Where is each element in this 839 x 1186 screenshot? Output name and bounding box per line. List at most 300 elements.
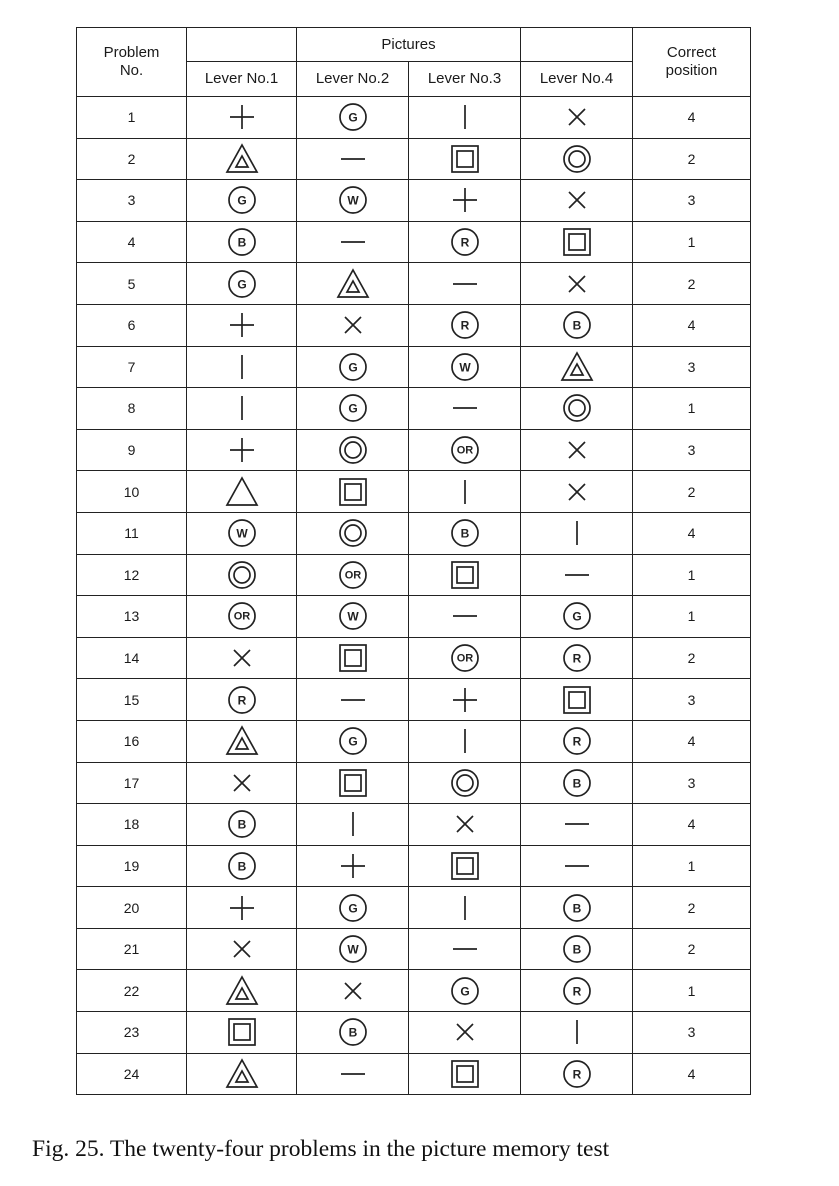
table-row: [77, 471, 751, 513]
correct-position: 1: [633, 845, 751, 887]
lever-4-picture: [521, 221, 633, 263]
problem-number: 3: [77, 180, 187, 222]
svg-text:G: G: [347, 734, 358, 749]
lever-4-picture: [521, 970, 633, 1012]
table-row: [77, 221, 751, 263]
lever-4-picture: [521, 804, 633, 846]
B-circle-icon: [560, 932, 594, 966]
lever-3-picture: [409, 970, 521, 1012]
svg-text:G: G: [236, 193, 247, 208]
svg-text:G: G: [347, 110, 358, 125]
lever-2-picture: [297, 845, 409, 887]
lever-2-picture: [297, 762, 409, 804]
horizontal-bar-icon: [448, 932, 482, 966]
plus-icon: [225, 308, 259, 342]
lever-3-picture: [409, 720, 521, 762]
lever-4-picture: [521, 554, 633, 596]
lever-3-picture: [409, 180, 521, 222]
lever-4-picture: [521, 845, 633, 887]
svg-text:G: G: [571, 609, 582, 624]
table-row: [77, 180, 751, 222]
problem-number: 18: [77, 804, 187, 846]
svg-text:W: W: [235, 526, 248, 541]
svg-text:OR: OR: [344, 569, 361, 582]
problem-number: 16: [77, 720, 187, 762]
correct-position: 2: [633, 263, 751, 305]
svg-text:B: B: [237, 817, 246, 832]
svg-text:R: R: [572, 734, 581, 749]
circle-in-circle-icon: [336, 433, 370, 467]
horizontal-bar-icon: [448, 391, 482, 425]
triangle-in-triangle-icon: [225, 142, 259, 176]
B-circle-icon: [225, 849, 259, 883]
lever-2-picture: [297, 512, 409, 554]
B-circle-icon: [448, 516, 482, 550]
pictures-header: Pictures: [297, 28, 521, 62]
lever-4-picture: [521, 346, 633, 388]
lever-2-picture: [297, 138, 409, 180]
svg-text:W: W: [346, 942, 359, 957]
square-in-square-icon: [225, 1015, 259, 1049]
problem-number: 20: [77, 887, 187, 929]
square-in-square-icon: [336, 766, 370, 800]
problem-number: 17: [77, 762, 187, 804]
lever-2-picture: [297, 596, 409, 638]
square-in-square-icon: [336, 641, 370, 675]
svg-text:B: B: [237, 235, 246, 250]
lever-2-header: Lever No.2: [297, 62, 409, 97]
circle-in-circle-icon: [336, 516, 370, 550]
svg-text:W: W: [458, 360, 471, 375]
problem-number: 6: [77, 304, 187, 346]
problem-number: 19: [77, 845, 187, 887]
lever-4-picture: [521, 887, 633, 929]
vertical-bar-icon: [448, 475, 482, 509]
correct-position: 4: [633, 512, 751, 554]
G-circle-icon: [336, 891, 370, 925]
lever-1-picture: [187, 1053, 297, 1095]
lever-1-picture: [187, 138, 297, 180]
triangle-in-triangle-icon: [336, 267, 370, 301]
lever-3-picture: [409, 679, 521, 721]
lever-2-picture: [297, 928, 409, 970]
lever-1-picture: [187, 596, 297, 638]
lever-2-picture: [297, 429, 409, 471]
lever-1-picture: [187, 679, 297, 721]
square-in-square-icon: [448, 558, 482, 592]
lever-3-picture: [409, 97, 521, 139]
G-circle-icon: [225, 267, 259, 301]
problem-number: 2: [77, 138, 187, 180]
lever-4-picture: [521, 471, 633, 513]
correct-position: 2: [633, 471, 751, 513]
lever-2-picture: [297, 804, 409, 846]
plus-icon: [225, 100, 259, 134]
horizontal-bar-icon: [336, 142, 370, 176]
lever-2-picture: [297, 554, 409, 596]
cross-icon: [560, 183, 594, 217]
G-circle-icon: [336, 391, 370, 425]
circle-in-circle-icon: [448, 766, 482, 800]
lever-4-picture: [521, 637, 633, 679]
lever-3-picture: [409, 887, 521, 929]
svg-text:R: R: [572, 651, 581, 666]
lever-1-picture: [187, 637, 297, 679]
G-circle-icon: [336, 350, 370, 384]
square-in-square-icon: [448, 1057, 482, 1091]
triangle-in-triangle-icon: [225, 1057, 259, 1091]
table-row: [77, 1012, 751, 1054]
R-circle-icon: [560, 1057, 594, 1091]
lever-3-picture: [409, 1012, 521, 1054]
lever-3-picture: [409, 346, 521, 388]
svg-text:B: B: [572, 901, 581, 916]
G-circle-icon: [448, 974, 482, 1008]
lever-2-picture: [297, 679, 409, 721]
problem-number: 5: [77, 263, 187, 305]
lever-1-picture: [187, 928, 297, 970]
correct-position: 1: [633, 388, 751, 430]
lever-4-picture: [521, 1012, 633, 1054]
square-in-square-icon: [448, 142, 482, 176]
cross-icon: [448, 1015, 482, 1049]
problem-number: 24: [77, 1053, 187, 1095]
lever-group-empty-1: [187, 28, 297, 62]
horizontal-bar-icon: [336, 1057, 370, 1091]
correct-position: 4: [633, 304, 751, 346]
plus-icon: [448, 183, 482, 217]
lever-group-empty-4: [521, 28, 633, 62]
correct-position: 2: [633, 138, 751, 180]
svg-text:G: G: [347, 401, 358, 416]
correct-position: 3: [633, 1012, 751, 1054]
lever-4-picture: [521, 304, 633, 346]
svg-text:B: B: [460, 526, 469, 541]
circle-in-circle-icon: [225, 558, 259, 592]
triangle-icon: [225, 475, 259, 509]
svg-text:R: R: [572, 1067, 581, 1082]
triangle-in-triangle-icon: [225, 724, 259, 758]
correct-position: 3: [633, 346, 751, 388]
table-row: [77, 97, 751, 139]
R-circle-icon: [560, 974, 594, 1008]
lever-2-picture: [297, 637, 409, 679]
lever-1-picture: [187, 804, 297, 846]
problem-number: 7: [77, 346, 187, 388]
vertical-bar-icon: [448, 100, 482, 134]
table-row: [77, 804, 751, 846]
square-in-square-icon: [336, 475, 370, 509]
cross-icon: [336, 974, 370, 1008]
OR-circle-icon: [225, 599, 259, 633]
W-circle-icon: [448, 350, 482, 384]
OR-circle-icon: [448, 433, 482, 467]
correct-position: 3: [633, 762, 751, 804]
lever-3-picture: [409, 138, 521, 180]
table-row: [77, 304, 751, 346]
lever-2-picture: [297, 887, 409, 929]
lever-4-picture: [521, 762, 633, 804]
cross-icon: [560, 100, 594, 134]
R-circle-icon: [560, 641, 594, 675]
lever-1-picture: [187, 554, 297, 596]
correct-position: 1: [633, 554, 751, 596]
problem-no-header: Problem No.: [77, 28, 187, 97]
table-row: [77, 138, 751, 180]
B-circle-icon: [336, 1015, 370, 1049]
svg-text:B: B: [572, 318, 581, 333]
table-row: [77, 679, 751, 721]
circle-in-circle-icon: [560, 391, 594, 425]
problem-number: 9: [77, 429, 187, 471]
R-circle-icon: [225, 683, 259, 717]
lever-2-picture: [297, 1053, 409, 1095]
B-circle-icon: [560, 766, 594, 800]
lever-1-picture: [187, 221, 297, 263]
table-row: [77, 596, 751, 638]
lever-4-picture: [521, 138, 633, 180]
lever-4-picture: [521, 679, 633, 721]
R-circle-icon: [448, 308, 482, 342]
lever-4-picture: [521, 596, 633, 638]
horizontal-bar-icon: [336, 225, 370, 259]
lever-4-picture: [521, 429, 633, 471]
correct-position: 1: [633, 221, 751, 263]
problem-number: 11: [77, 512, 187, 554]
lever-2-picture: [297, 970, 409, 1012]
plus-icon: [336, 849, 370, 883]
svg-text:B: B: [572, 776, 581, 791]
problem-number: 15: [77, 679, 187, 721]
svg-text:OR: OR: [456, 652, 473, 665]
lever-1-picture: [187, 512, 297, 554]
table-row: [77, 1053, 751, 1095]
B-circle-icon: [560, 308, 594, 342]
svg-text:G: G: [347, 360, 358, 375]
horizontal-bar-icon: [448, 267, 482, 301]
lever-1-picture: [187, 388, 297, 430]
correct-position: 4: [633, 97, 751, 139]
W-circle-icon: [336, 183, 370, 217]
lever-1-picture: [187, 845, 297, 887]
lever-3-picture: [409, 928, 521, 970]
lever-1-picture: [187, 471, 297, 513]
R-circle-icon: [560, 724, 594, 758]
vertical-bar-icon: [560, 516, 594, 550]
lever-4-picture: [521, 388, 633, 430]
square-in-square-icon: [560, 225, 594, 259]
svg-text:B: B: [572, 942, 581, 957]
problem-number: 1: [77, 97, 187, 139]
W-circle-icon: [336, 599, 370, 633]
lever-1-header: Lever No.1: [187, 62, 297, 97]
lever-3-picture: [409, 263, 521, 305]
lever-3-header: Lever No.3: [409, 62, 521, 97]
circle-in-circle-icon: [560, 142, 594, 176]
vertical-bar-icon: [336, 807, 370, 841]
correct-position: 2: [633, 887, 751, 929]
OR-circle-icon: [336, 558, 370, 592]
horizontal-bar-icon: [560, 807, 594, 841]
table-row: [77, 637, 751, 679]
svg-text:R: R: [237, 693, 246, 708]
plus-icon: [448, 683, 482, 717]
lever-1-picture: [187, 263, 297, 305]
lever-3-picture: [409, 1053, 521, 1095]
picture-memory-table: [76, 27, 751, 1095]
cross-icon: [225, 766, 259, 800]
problem-number: 13: [77, 596, 187, 638]
lever-1-picture: [187, 97, 297, 139]
lever-3-picture: [409, 637, 521, 679]
correct-position: 1: [633, 596, 751, 638]
correct-position: 2: [633, 928, 751, 970]
B-circle-icon: [560, 891, 594, 925]
header-row-top: [77, 28, 751, 62]
svg-text:G: G: [236, 277, 247, 292]
triangle-in-triangle-icon: [560, 350, 594, 384]
square-in-square-icon: [448, 849, 482, 883]
svg-text:OR: OR: [233, 610, 250, 623]
table-row: [77, 554, 751, 596]
lever-4-picture: [521, 928, 633, 970]
lever-2-picture: [297, 180, 409, 222]
lever-3-picture: [409, 304, 521, 346]
svg-text:G: G: [459, 984, 470, 999]
vertical-bar-icon: [448, 891, 482, 925]
lever-2-picture: [297, 1012, 409, 1054]
lever-1-picture: [187, 887, 297, 929]
lever-4-picture: [521, 512, 633, 554]
lever-1-picture: [187, 762, 297, 804]
lever-2-picture: [297, 263, 409, 305]
lever-1-picture: [187, 346, 297, 388]
lever-1-picture: [187, 720, 297, 762]
lever-1-picture: [187, 304, 297, 346]
table-row: [77, 346, 751, 388]
triangle-in-triangle-icon: [225, 974, 259, 1008]
lever-4-picture: [521, 97, 633, 139]
lever-3-picture: [409, 429, 521, 471]
svg-text:R: R: [460, 318, 469, 333]
correct-position: 3: [633, 429, 751, 471]
lever-1-picture: [187, 429, 297, 471]
horizontal-bar-icon: [560, 558, 594, 592]
cross-icon: [336, 308, 370, 342]
table-row: [77, 887, 751, 929]
table-row: [77, 512, 751, 554]
table-row: [77, 762, 751, 804]
cross-icon: [225, 932, 259, 966]
lever-3-picture: [409, 221, 521, 263]
problem-number: 10: [77, 471, 187, 513]
problem-number: 21: [77, 928, 187, 970]
lever-2-picture: [297, 304, 409, 346]
svg-text:W: W: [346, 193, 359, 208]
correct-position: 1: [633, 970, 751, 1012]
vertical-bar-icon: [225, 350, 259, 384]
plus-icon: [225, 891, 259, 925]
lever-2-picture: [297, 720, 409, 762]
vertical-bar-icon: [560, 1015, 594, 1049]
problem-number: 8: [77, 388, 187, 430]
table-row: [77, 429, 751, 471]
cross-icon: [448, 807, 482, 841]
G-circle-icon: [225, 183, 259, 217]
W-circle-icon: [336, 932, 370, 966]
cross-icon: [560, 433, 594, 467]
G-circle-icon: [336, 100, 370, 134]
vertical-bar-icon: [225, 391, 259, 425]
table-row: [77, 845, 751, 887]
problem-number: 14: [77, 637, 187, 679]
lever-4-picture: [521, 263, 633, 305]
lever-1-picture: [187, 970, 297, 1012]
lever-1-picture: [187, 180, 297, 222]
table-row: [77, 970, 751, 1012]
lever-2-picture: [297, 97, 409, 139]
problem-number: 4: [77, 221, 187, 263]
table-row: [77, 720, 751, 762]
lever-2-picture: [297, 471, 409, 513]
cross-icon: [225, 641, 259, 675]
horizontal-bar-icon: [336, 683, 370, 717]
svg-text:B: B: [348, 1025, 357, 1040]
svg-text:W: W: [346, 609, 359, 624]
vertical-bar-icon: [448, 724, 482, 758]
lever-4-picture: [521, 1053, 633, 1095]
lever-3-picture: [409, 554, 521, 596]
cross-icon: [560, 267, 594, 301]
correct-position: 4: [633, 720, 751, 762]
lever-4-header: Lever No.4: [521, 62, 633, 97]
lever-2-picture: [297, 388, 409, 430]
svg-text:B: B: [237, 859, 246, 874]
problem-number: 23: [77, 1012, 187, 1054]
plus-icon: [225, 433, 259, 467]
lever-2-picture: [297, 346, 409, 388]
B-circle-icon: [225, 807, 259, 841]
svg-text:R: R: [572, 984, 581, 999]
lever-4-picture: [521, 180, 633, 222]
figure-caption: Fig. 25. The twenty-four problems in the picture memory test: [32, 1136, 610, 1162]
correct-position: 3: [633, 679, 751, 721]
correct-position-header: Correct position: [633, 28, 751, 97]
svg-text:R: R: [460, 235, 469, 250]
problem-number: 12: [77, 554, 187, 596]
lever-3-picture: [409, 596, 521, 638]
OR-circle-icon: [448, 641, 482, 675]
correct-position: 4: [633, 1053, 751, 1095]
G-circle-icon: [336, 724, 370, 758]
R-circle-icon: [448, 225, 482, 259]
lever-2-picture: [297, 221, 409, 263]
cross-icon: [560, 475, 594, 509]
table-row: [77, 928, 751, 970]
horizontal-bar-icon: [448, 599, 482, 633]
W-circle-icon: [225, 516, 259, 550]
B-circle-icon: [225, 225, 259, 259]
table-row: [77, 388, 751, 430]
lever-3-picture: [409, 804, 521, 846]
lever-3-picture: [409, 388, 521, 430]
correct-position: 3: [633, 180, 751, 222]
lever-3-picture: [409, 762, 521, 804]
correct-position: 4: [633, 804, 751, 846]
correct-position: 2: [633, 637, 751, 679]
svg-text:OR: OR: [456, 444, 473, 457]
table-body: [77, 97, 751, 1095]
